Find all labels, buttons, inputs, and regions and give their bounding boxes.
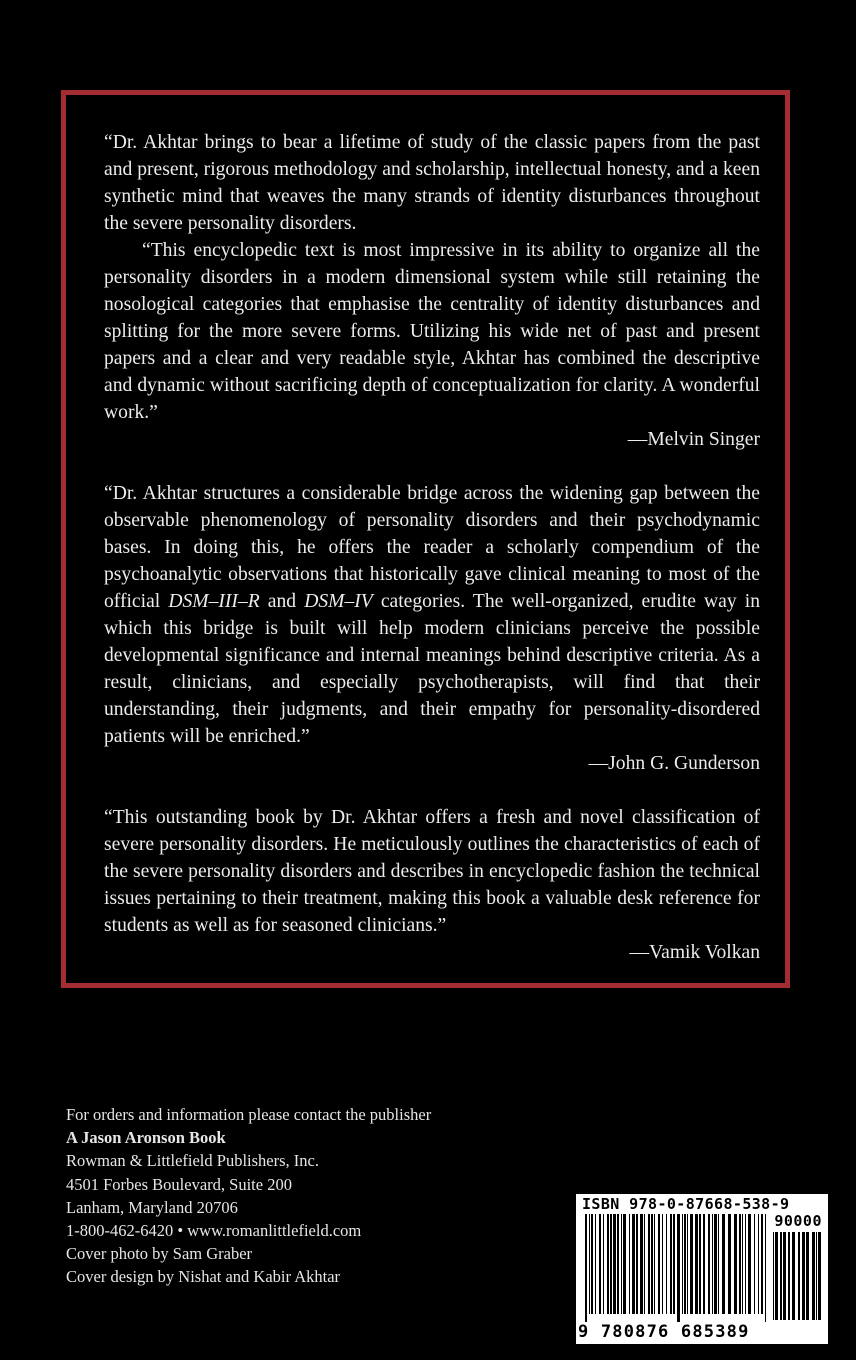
barcode-bar	[748, 1214, 751, 1314]
barcode-bar	[648, 1214, 650, 1314]
barcode-bar	[739, 1214, 741, 1314]
review-text: “Dr. Akhtar structures a considerable bridge across the widening gap between the observable phenomenology of personality disorders and their psychodynamic bases. In doing this, he offers the reader a scholarly compendium of the psychoanalytic observations that historically gave clinical meaning to most of the official	[104, 483, 760, 612]
barcode-bar	[734, 1214, 737, 1314]
barcode-bar	[585, 1214, 587, 1322]
barcode-bar	[591, 1214, 593, 1314]
review-italic-term: DSM–III–R	[168, 591, 260, 612]
review-block-singer	[104, 129, 760, 453]
review-text: categories. The well-organized, erudite way in which this bridge is built will help modern clinicians perceive the possible developmental significance and internal meanings behind descriptive criteria. As a result, clinicians, and especially psychotherapists, will find that their understanding, their judgments, and their empathy for personality-disordered patients will be enriched.”	[104, 591, 761, 747]
barcode-bar	[640, 1214, 643, 1314]
barcode-bar	[722, 1214, 725, 1314]
barcode-bar	[603, 1214, 604, 1314]
isbn-label: ISBN 978-0-87668-538-9	[582, 1195, 790, 1213]
barcode-bar	[654, 1214, 655, 1314]
review-quotes	[104, 129, 760, 993]
barcode-bar	[812, 1232, 815, 1320]
barcode-bar	[687, 1214, 688, 1314]
cover-photo-credit: Cover photo by Sam Graber	[66, 1244, 253, 1264]
barcode-bar	[610, 1214, 612, 1314]
barcode-bar	[599, 1214, 601, 1314]
review-paragraph	[104, 480, 760, 750]
barcode-bar	[589, 1214, 590, 1314]
barcode-bar	[792, 1232, 795, 1320]
publisher-street: 4501 Forbes Boulevard, Suite 200	[66, 1174, 292, 1194]
barcode-bar	[651, 1214, 653, 1314]
cover-design-credit: Cover design by Nishat and Kabir Akhtar	[66, 1267, 341, 1287]
barcode-bar	[673, 1214, 675, 1314]
barcode-bar	[745, 1214, 746, 1314]
barcode-bar	[708, 1214, 710, 1314]
review-paragraph: “This encyclopedic text is most impressive in its ability to organize all the personality disorders in a modern dimensional system while still retaining the nosological categories that emphasise the centrality of identity disturbances and splitting for the more severe forms. Utilizing his wide net of past and present papers and a clear and very readable style, Akhtar has combined the descriptive and dynamic without sacrificing depth of conceptualization for clarity. A wonderful work.”	[104, 240, 760, 423]
barcode-bar	[802, 1232, 805, 1320]
barcode-bar	[670, 1214, 672, 1314]
barcode-bar	[758, 1214, 759, 1314]
barcode-bar	[662, 1214, 663, 1314]
review-paragraph: “Dr. Akhtar brings to bear a lifetime of study of the classic papers from the past and present, rigorous methodology and scholarship, intellectual honesty, and a keen synthetic mind that weaves the many strands of identity disturbances throughout the severe personality disorders.	[104, 132, 760, 234]
barcode-bar	[761, 1214, 763, 1314]
publisher-imprint: A Jason Aronson Book	[66, 1128, 226, 1148]
publisher-phone-web: 1-800-462-6420 • www.romanlittlefield.com	[66, 1221, 362, 1241]
review-block-volkan	[104, 804, 760, 966]
barcode-bar	[595, 1214, 596, 1314]
publisher-contact: For orders and information please contact the publisher	[66, 1105, 432, 1124]
review-attribution: —Vamik Volkan	[629, 942, 760, 963]
barcode-bar	[699, 1214, 701, 1314]
barcode-bar	[617, 1214, 619, 1314]
barcode-bar	[607, 1214, 609, 1314]
review-block-gunderson	[104, 480, 760, 777]
barcode-bar	[712, 1214, 713, 1314]
barcode-bar	[684, 1214, 686, 1314]
barcode-bar	[682, 1214, 683, 1314]
barcode-bar	[629, 1214, 630, 1314]
barcode-bar	[783, 1232, 786, 1320]
review-attribution: —John G. Gunderson	[588, 753, 760, 774]
barcode-bar	[690, 1214, 693, 1314]
barcode-main-bars	[584, 1214, 768, 1322]
barcode-bar	[632, 1214, 635, 1314]
barcode-digits: 9 780876 685389	[578, 1322, 750, 1342]
barcode-bar	[677, 1214, 680, 1322]
price-code: 90000	[774, 1212, 822, 1230]
barcode-bar	[773, 1232, 774, 1320]
review-frame	[61, 90, 790, 988]
publisher-name: Rowman & Littlefield Publishers, Inc.	[66, 1151, 319, 1171]
barcode-bar	[788, 1232, 790, 1320]
publisher-info	[66, 1103, 431, 1289]
barcode-bar	[742, 1214, 743, 1314]
review-text: and	[259, 591, 305, 612]
barcode-bar	[818, 1232, 821, 1320]
barcode-bar	[623, 1214, 626, 1314]
barcode-bar	[780, 1232, 782, 1320]
barcode-bar	[798, 1232, 800, 1320]
barcode-bar	[728, 1214, 731, 1314]
barcode-bar	[765, 1214, 766, 1322]
barcode-bar	[658, 1214, 660, 1314]
barcode-bar	[644, 1214, 645, 1314]
barcode-bar	[613, 1214, 616, 1314]
review-attribution: —Melvin Singer	[627, 429, 760, 450]
barcode-bar	[775, 1232, 778, 1320]
review-paragraph: “This outstanding book by Dr. Akhtar offers a fresh and novel classification of severe personality disorders. He meticulously outlines the characteristics of each of the severe personality disorders and describes in encyclopedic fashion the technical issues pertaining to their treatment, making this book a valuable desk reference for students as well as for seasoned clinicians.”	[104, 807, 760, 936]
isbn-barcode	[576, 1194, 828, 1344]
barcode-bar	[666, 1214, 667, 1314]
barcode-bar	[703, 1214, 705, 1314]
barcode-bar	[714, 1214, 717, 1314]
barcode-bar	[718, 1214, 719, 1314]
barcode-bar	[754, 1214, 755, 1314]
barcode-bar	[621, 1214, 622, 1314]
barcode-bar	[806, 1232, 809, 1320]
barcode-bar	[816, 1232, 817, 1320]
review-italic-term: DSM–IV	[304, 591, 373, 612]
barcode-addon-bars	[772, 1232, 822, 1322]
barcode-bar	[636, 1214, 638, 1314]
barcode-bar	[695, 1214, 698, 1314]
publisher-city: Lanham, Maryland 20706	[66, 1197, 238, 1217]
